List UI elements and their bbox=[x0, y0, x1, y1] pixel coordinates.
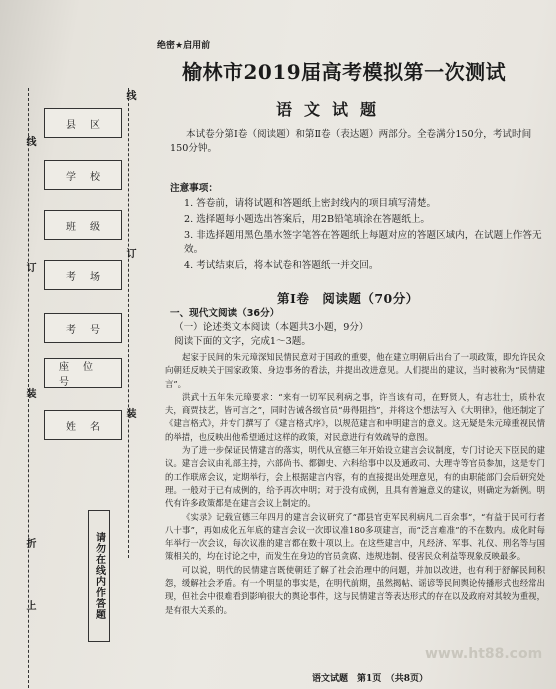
intro-text: 本试卷分第Ⅰ卷（阅读题）和第Ⅱ卷（表达题）两部分。全卷满分150分，考试时间150分钟。 bbox=[170, 129, 532, 154]
field-name: 姓名 bbox=[44, 410, 122, 440]
reading-passage bbox=[165, 351, 545, 617]
mark-line-right: 线 bbox=[124, 90, 135, 100]
note-item: 4. 考试结束后，将本试卷和答题纸一并交回。 bbox=[184, 260, 379, 271]
cut-line-right bbox=[128, 88, 129, 558]
mark-pack-right: 装 bbox=[124, 408, 135, 418]
field-exam-room: 考场 bbox=[44, 260, 122, 290]
passage-paragraph: 起家于民间的朱元璋深知民情民意对于国政的重要，他在建立明朝后出台了一项政策，即允许民众向朝廷反映关于国家政策、身边事务的看法，并提出改进意见。人们提出的建议，当时被称为“民情建言”。 bbox=[165, 352, 545, 389]
field-school: 学校 bbox=[44, 160, 122, 190]
mark-up: 上 bbox=[24, 600, 35, 610]
note-item: 1. 答卷前，请将试题和答题纸上密封线内的项目填写清楚。 bbox=[184, 198, 437, 209]
watermark: www.ht88.com bbox=[425, 646, 543, 662]
notes-list bbox=[184, 197, 544, 275]
mark-bind-right: 订 bbox=[124, 248, 135, 258]
mark-pack: 装 bbox=[24, 388, 35, 398]
section-heading: 一、现代文阅读（36分） bbox=[170, 308, 280, 319]
passage-paragraph: 为了进一步保证民情建言的落实，明代从宣德三年开始设立建言会议制度，专门讨论天下臣民的建议。建言会议由礼部主持，六部尚书、都御史、六科给事中以及通政司、大理寺等官员参加，这是专门的工作联席会议，定期举行，会上根据建言内容，有的直接提出处理意见，有的由职能部门会后研究处理。一般对于已有成例的，给予再次申明；对于没有成例，且具有普遍意义的建议，则确定为新例。明代有许多政策都是在建言会议上制定的。 bbox=[165, 445, 545, 509]
field-exam-number: 考号 bbox=[44, 313, 122, 343]
exam-subtitle: 语文试题 bbox=[276, 100, 389, 119]
binding-strip bbox=[0, 0, 175, 689]
exam-title: 榆林市2019届高考模拟第一次测试 bbox=[182, 60, 507, 84]
page-footer: 语文试题 第1页 （共8页） bbox=[312, 674, 429, 684]
reading-instruction: 阅读下面的文字，完成1～3题。 bbox=[174, 336, 311, 347]
secret-label: 绝密★启用前 bbox=[157, 41, 211, 51]
mark-line: 线 bbox=[24, 136, 35, 146]
passage-paragraph: 可以说，明代的民情建言既使朝廷了解了社会治理中的问题，并加以改进，也有利于舒解民间积怨，缓解社会矛盾。有一个明显的事实是，在明代前期，虽然揭帖、谣谚等民间舆论传播形式也经常出现，但社会中很难看到影响很大的舆论事件，这与民情建言等表达形式的存在以及政府对其较为重视，是有很大关系的。 bbox=[165, 564, 545, 615]
notes-heading: 注意事项： bbox=[170, 183, 218, 194]
passage-paragraph: 洪武十五年朱元璋要求：“来有一切军民利病之事，许当该有司，在野贤人，有志壮士，质朴农夫，商贾技艺，皆可言之”，同时告诫各级官员“毋得阻挡”，并将这个想法写入《大明律》，他还制定了《建言格式》，并专门撰写了《建言格式序》，以规范建言和申明建言的意义。这无疑是朱元璋重视民情的举措，也反映出他希望通过这样的政策，对民意进行有效疏导的意图。 bbox=[165, 391, 545, 442]
note-item: 2. 选择题每小题选出答案后，用2B铅笔填涂在答题纸上。 bbox=[184, 214, 431, 225]
field-seat-number: 座位号 bbox=[44, 358, 122, 388]
mark-bind: 订 bbox=[24, 262, 35, 272]
mark-fold: 折 bbox=[24, 538, 35, 548]
note-item: 3. 非选择题用黑色墨水签字笔答在答题纸上每题对应的答题区域内，在试题上作答无效。 bbox=[184, 230, 542, 255]
field-county: 县区 bbox=[44, 108, 122, 138]
no-answer-warning: 请勿在线内作答题 bbox=[88, 510, 110, 642]
part-title: 第Ⅰ卷 阅读题（70分） bbox=[277, 291, 419, 306]
field-class: 班级 bbox=[44, 210, 122, 240]
passage-paragraph: 《实录》记载宣德三年四月的建言会议研究了“郡县官吏军民利病凡二百余事”，“有益于民可行者八十事”，再如成化五年底的建言会议一次即议准180多项建言，而“泛言难准”的不在数内。成化时每年举行一次会议，每次议准的建言都在数十项以上。在这些建言中，凡经济、军事、礼仪、刑名等与国策相关的，均在讨论之中，而发生在身边的官员贪腐、违规违制、侵害民众利益等现象反映最多。 bbox=[165, 511, 545, 562]
subsection-heading: （一）论述类文本阅读（本题共3小题，9分） bbox=[174, 322, 369, 333]
